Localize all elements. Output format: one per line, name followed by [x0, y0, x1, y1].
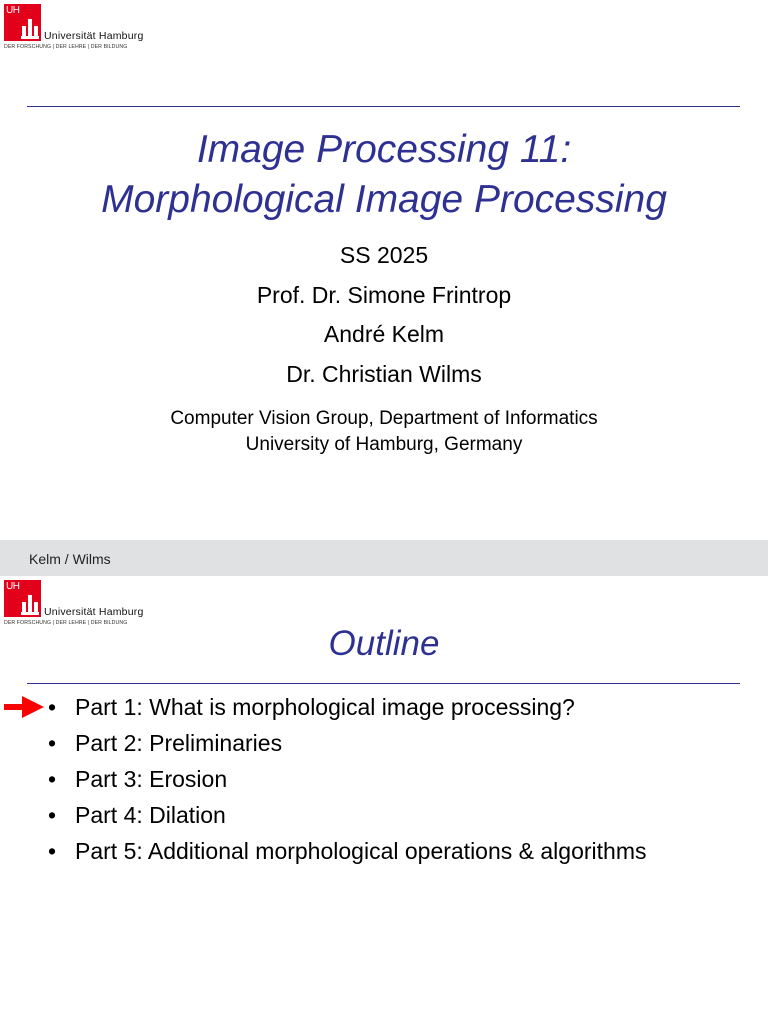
- logo-mark: [4, 4, 41, 41]
- title-line-1: Image Processing 11:: [196, 128, 572, 171]
- affiliation: [0, 406, 768, 458]
- building-icon: [21, 19, 39, 39]
- slide-footer: [0, 540, 768, 576]
- bullet-icon: •: [48, 766, 57, 792]
- affiliation-line-2: University of Hamburg, Germany: [245, 434, 523, 455]
- outline-slide: [0, 576, 768, 1024]
- bullet-icon: •: [48, 802, 57, 828]
- red-arrow-icon: [4, 696, 44, 718]
- university-logo: [4, 4, 164, 54]
- list-item: [48, 833, 647, 869]
- list-item: [48, 761, 647, 797]
- logo-mark-text: UH: [6, 5, 20, 16]
- list-item-text: Part 3: Erosion: [75, 766, 228, 792]
- bullet-icon: •: [48, 694, 57, 720]
- list-item-text: Part 2: Preliminaries: [75, 730, 283, 756]
- list-item: [48, 797, 647, 833]
- author-1: Prof. Dr. Simone Frintrop: [256, 281, 512, 308]
- outline-title: Outline: [328, 624, 440, 663]
- title-line-2: Morphological Image Processing: [101, 178, 667, 221]
- bullet-icon: •: [48, 730, 57, 756]
- outline-list: [48, 689, 647, 869]
- author-2: André Kelm: [323, 321, 445, 347]
- semester: SS 2025: [339, 242, 429, 268]
- title-divider: [27, 106, 740, 107]
- bullet-icon: •: [48, 838, 57, 864]
- logo-mark: [4, 580, 41, 617]
- list-item-text: Part 5: Additional morphological operations & algorithms: [75, 838, 647, 864]
- logo-name: Universität Hamburg: [44, 606, 144, 618]
- presentation-title: [0, 125, 768, 225]
- presentation-meta: [0, 236, 768, 394]
- list-item: [48, 725, 647, 761]
- list-item-text: Part 1: What is morphological image processing?: [75, 694, 575, 720]
- footer-authors: Kelm / Wilms: [29, 551, 111, 567]
- logo-name: Universität Hamburg: [44, 30, 144, 42]
- list-item-text: Part 4: Dilation: [75, 802, 226, 828]
- author-3: Dr. Christian Wilms: [286, 360, 482, 387]
- affiliation-line-1: Computer Vision Group, Department of Informatics: [170, 408, 598, 429]
- list-item: [48, 689, 647, 725]
- building-icon: [21, 595, 39, 615]
- logo-tagline: DER FORSCHUNG | DER LEHRE | DER BILDUNG: [4, 620, 128, 626]
- logo-tagline: DER FORSCHUNG | DER LEHRE | DER BILDUNG: [4, 44, 128, 50]
- outline-divider: [27, 683, 740, 684]
- logo-mark-text: UH: [6, 581, 20, 592]
